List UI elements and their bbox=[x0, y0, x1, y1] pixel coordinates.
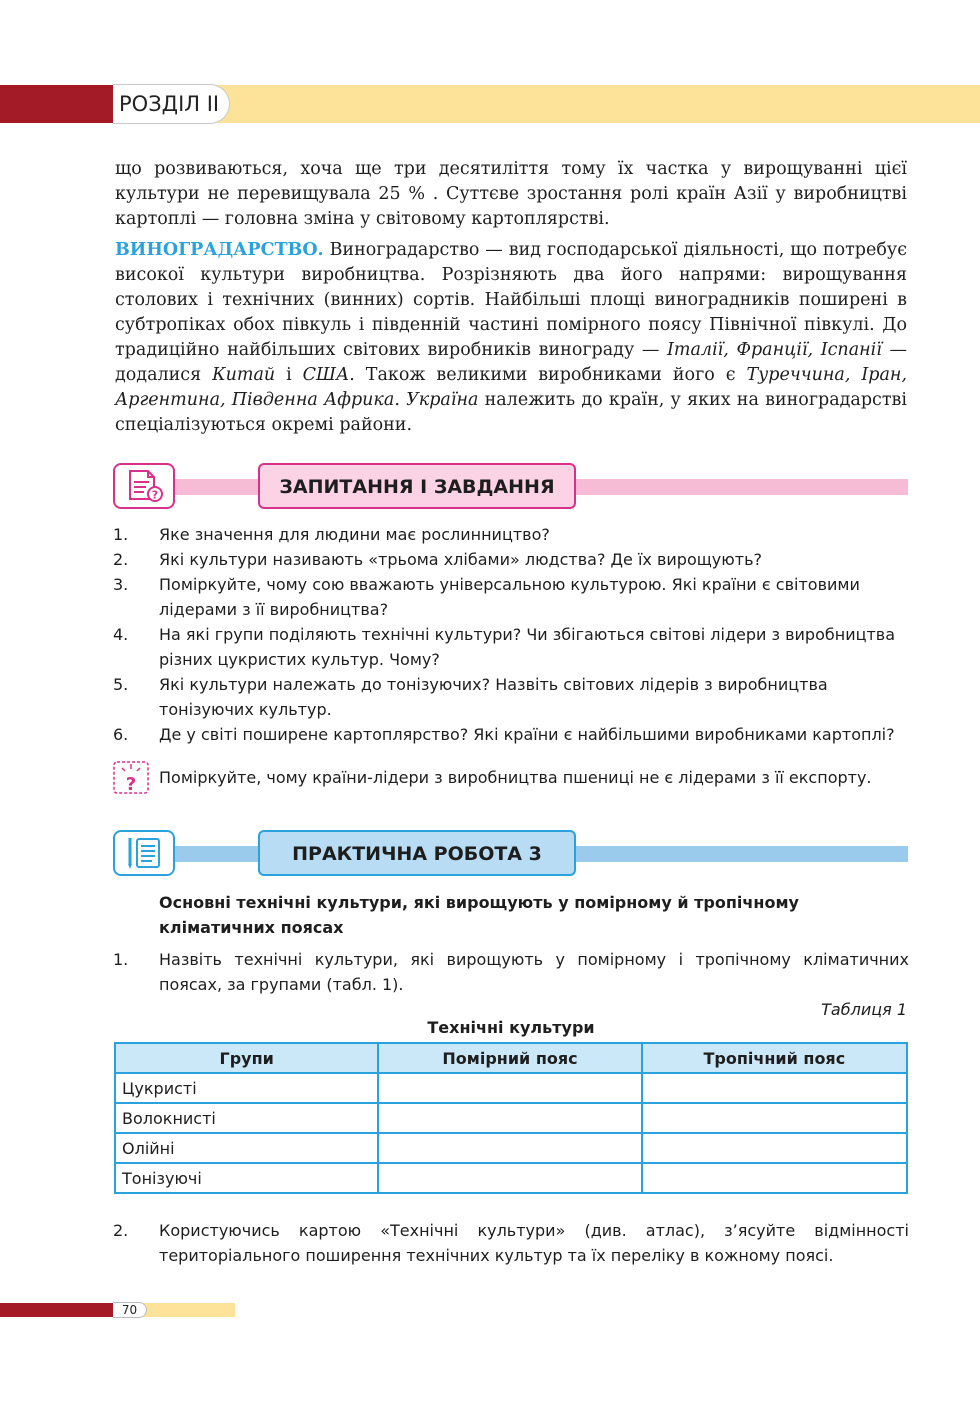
list-item bbox=[113, 622, 909, 672]
table-caption: Таблиця 1 bbox=[821, 1000, 907, 1019]
paragraph-text: належить до країн, у яких на виноградарстві спеціалізуються окремі райони. bbox=[115, 390, 907, 435]
table-cell bbox=[642, 1133, 907, 1163]
item-number: 1. bbox=[113, 950, 129, 969]
paragraph-text: . Також великими виробниками його є bbox=[349, 365, 747, 385]
technical-crops-table bbox=[114, 1042, 908, 1194]
footer-band-red bbox=[0, 1303, 118, 1317]
table-cell: Олійні bbox=[115, 1133, 378, 1163]
table-row bbox=[115, 1103, 907, 1133]
questions-title: ЗАПИТАННЯ І ЗАВДАННЯ bbox=[258, 463, 576, 509]
italic-countries: Італії, Франції, Іспанії bbox=[666, 340, 882, 360]
item-text: Поміркуйте, чому сою вважають універсальною культурою. Які країни є світовими лідерами з її виробництва? bbox=[159, 575, 860, 619]
list-item bbox=[113, 947, 909, 997]
practical-title: ПРАКТИЧНА РОБОТА 3 bbox=[258, 830, 576, 876]
table-title: Технічні культури bbox=[427, 1018, 595, 1037]
item-number: 2. bbox=[113, 1221, 129, 1240]
item-text: Де у світі поширене картоплярство? Які країни є найбільшими виробниками картоплі? bbox=[159, 725, 895, 744]
item-text: Які культури належать до тонізуючих? Назвіть світових лідерів з виробництва тонізуючих культур. bbox=[159, 675, 828, 719]
column-header: Тропічний пояс bbox=[642, 1043, 907, 1073]
svg-text:?: ? bbox=[125, 774, 137, 795]
think-task-text: Поміркуйте, чому країни-лідери з виробництва пшениці не є лідерами з її експорту. bbox=[159, 768, 872, 787]
table-cell bbox=[378, 1073, 641, 1103]
document-question-icon bbox=[113, 463, 175, 509]
item-text: На які групи поділяють технічні культури? Чи збігаються світові лідери з виробництва різних цукристих культур. Чому? bbox=[159, 625, 896, 669]
item-number: 5. bbox=[113, 675, 129, 694]
notebook-pencil-icon bbox=[113, 830, 175, 876]
item-text: Які культури називають «трьома хлібами» людства? Де їх вирощують? bbox=[159, 550, 762, 569]
italic-country: Китай bbox=[212, 365, 276, 385]
questions-list bbox=[113, 522, 909, 747]
table-cell: Цукристі bbox=[115, 1073, 378, 1103]
list-item bbox=[113, 722, 909, 747]
item-text: Яке значення для людини має рослинництво? bbox=[159, 525, 550, 544]
paragraph-text: — додалися bbox=[115, 340, 907, 385]
list-item bbox=[113, 672, 909, 722]
table-cell bbox=[642, 1163, 907, 1193]
italic-countries: Туреччина, Іран, Аргентина, Південна Африка bbox=[115, 365, 907, 410]
list-item bbox=[113, 572, 909, 622]
lightbulb-question-icon bbox=[113, 759, 149, 795]
table-cell bbox=[642, 1103, 907, 1133]
header-band-yellow bbox=[130, 85, 980, 123]
table-row bbox=[115, 1163, 907, 1193]
list-item bbox=[113, 1218, 909, 1268]
list-item bbox=[113, 522, 909, 547]
paragraph-potato: що розвиваються, хоча ще три десятиліття тому їх частка у вирощуванні цієї культури не перевищувала 25 % . Суттєве зростання ролі країн Азії у виробництві картоплі — головна зміна у світовому картоплярстві. bbox=[115, 159, 907, 229]
practical-subtitle: Основні технічні культури, які вирощують у помірному й тропічному кліматичних поясах bbox=[159, 893, 799, 937]
svg-text:?: ? bbox=[151, 488, 159, 502]
paragraph-viticulture bbox=[115, 238, 907, 438]
header-band-red bbox=[0, 85, 130, 123]
page-number: 70 bbox=[113, 1302, 147, 1318]
table-cell bbox=[642, 1073, 907, 1103]
paragraph-text: і bbox=[275, 365, 303, 385]
section-label: РОЗДІЛ II bbox=[113, 84, 230, 124]
table-cell bbox=[378, 1133, 641, 1163]
italic-country: США bbox=[302, 365, 350, 385]
paragraph-text: Виноградарство — вид господарської діяльності, що потребує високої культури виробництва. Розрізняють два його напрями: вирощування столових і технічних (винних) сортів. Найбільші площі виноградників поширені в субтропіках обох півкуль і південній частині помірного поясу Північної півкулі. До традиційно найбільших світових виробників винограду — bbox=[115, 240, 907, 360]
keyword-viticulture: ВИНОГРАДАРСТВО. bbox=[115, 240, 324, 260]
column-header: Групи bbox=[115, 1043, 378, 1073]
item-number: 6. bbox=[113, 725, 129, 744]
item-text: Користуючись картою «Технічні культури» (див. атлас), з’ясуйте відмінності територіального поширення технічних культур та їх переліку в кожному поясі. bbox=[159, 1221, 909, 1265]
table-row bbox=[115, 1133, 907, 1163]
table-header-row bbox=[115, 1043, 907, 1073]
item-number: 4. bbox=[113, 625, 129, 644]
table-cell bbox=[378, 1103, 641, 1133]
item-number: 1. bbox=[113, 525, 129, 544]
table-cell bbox=[378, 1163, 641, 1193]
list-item bbox=[113, 547, 909, 572]
paragraph-text: . bbox=[394, 390, 407, 410]
table-row bbox=[115, 1073, 907, 1103]
column-header: Помірний пояс bbox=[378, 1043, 641, 1073]
item-number: 2. bbox=[113, 550, 129, 569]
item-text: Назвіть технічні культури, які вирощують у помірному і тропічному кліматичних поясах, за групами (табл. 1). bbox=[159, 950, 909, 994]
italic-country: Україна bbox=[406, 390, 479, 410]
table-cell: Тонізуючі bbox=[115, 1163, 378, 1193]
item-number: 3. bbox=[113, 575, 129, 594]
table-cell: Волокнисті bbox=[115, 1103, 378, 1133]
